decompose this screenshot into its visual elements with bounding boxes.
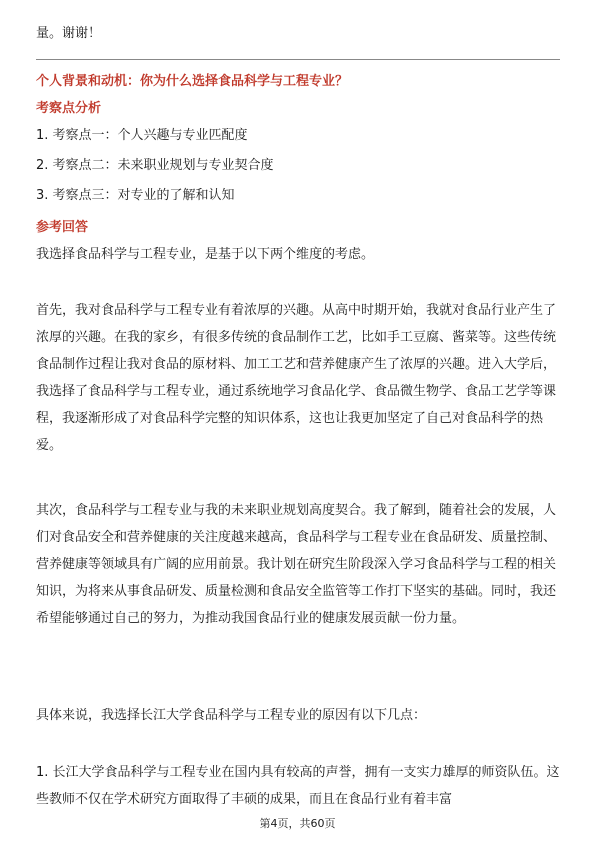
- analysis-heading: 考察点分析: [36, 101, 102, 116]
- answer-intro: 我选择食品科学与工程专业，是基于以下两个维度的考虑。: [36, 247, 375, 262]
- answer-heading: 参考回答: [36, 220, 89, 235]
- section-divider: [36, 59, 560, 60]
- paragraph-reasons-intro: 具体来说，我选择长江大学食品科学与工程专业的原因有以下几点：: [36, 708, 427, 723]
- paragraph-career: 其次，食品科学与工程专业与我的未来职业规划高度契合。我了解到，随着社会的发展，人们对食品安全和营养健康的关注度越来越高，食品科学与工程专业在食品研发、质量控制、营养健康等领域具有广阔的应用前景。我计划在研究生阶段深入学习食品科学与工程的相关知识，为将来从事食品研发、质量检测和食品安全监管等工作打下坚实的基础。同时，我还希望能够通过自己的努力，为推动我国食品行业的健康发展贡献一份力量。: [36, 503, 557, 626]
- analysis-point: 2. 考察点二：未来职业规划与专业契合度: [36, 158, 274, 173]
- analysis-point: 1. 考察点一：个人兴趣与专业匹配度: [36, 128, 248, 143]
- question-heading: 个人背景和动机：你为什么选择食品科学与工程专业？: [36, 74, 349, 89]
- page-number: 第4页，共60页: [259, 817, 336, 830]
- analysis-point: 3. 考察点三：对专业的了解和认知: [36, 188, 235, 203]
- continuation-text: 量。谢谢！: [36, 26, 102, 41]
- analysis-points: [36, 121, 560, 211]
- paragraph-interest: 首先，我对食品科学与工程专业有着浓厚的兴趣。从高中时期开始，我就对食品行业产生了浓厚的兴趣。在我的家乡，有很多传统的食品制作工艺，比如手工豆腐、酱菜等。这些传统食品制作过程让我对食品的原材料、加工工艺和营养健康产生了浓厚的兴趣。进入大学后，我选择了食品科学与工程专业，通过系统地学习食品化学、食品微生物学、食品工艺学等课程，我逐渐形成了对食品科学完整的知识体系，这也让我更加坚定了自己对食品科学的热爱。: [36, 303, 557, 453]
- paragraph-reason-one: 1. 长江大学食品科学与工程专业在国内具有较高的声誉，拥有一支实力雄厚的师资队伍。这些教师不仅在学术研究方面取得了丰硕的成果，而且在食品行业有着丰富: [36, 765, 560, 807]
